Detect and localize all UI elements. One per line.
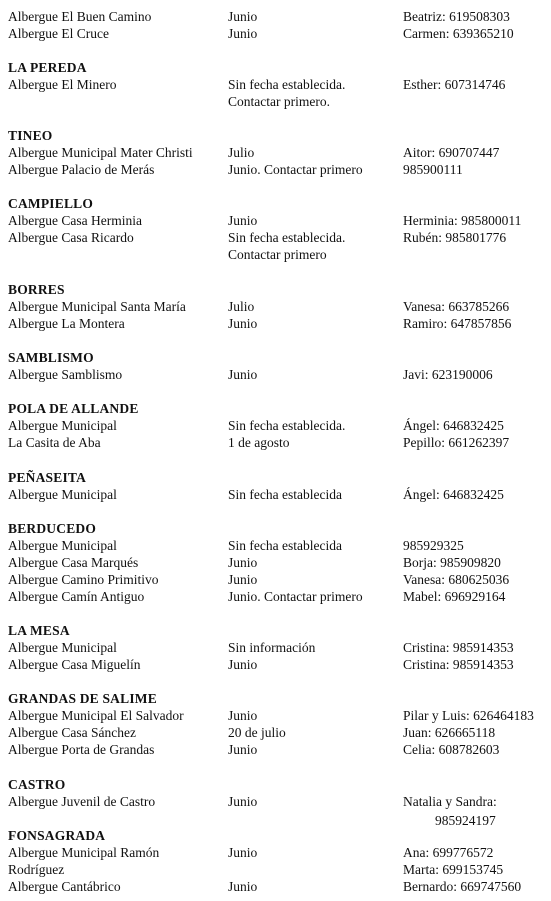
hostel-row: [0, 724, 551, 741]
section-heading-text: GRANDAS DE SALIME: [8, 691, 157, 706]
opening-date: Sin fecha establecida: [228, 538, 342, 553]
section-heading-text: CAMPIELLO: [8, 196, 94, 211]
hostel-row: [0, 246, 551, 263]
opening-date: Sin fecha establecida.: [228, 230, 346, 245]
contact-phone: Borja: 985909820: [403, 555, 501, 570]
section-heading: [0, 827, 551, 844]
opening-date: Junio. Contactar primero: [228, 589, 363, 604]
section-heading-text: BORRES: [8, 282, 65, 297]
contact-phone: Natalia y Sandra:: [403, 794, 497, 809]
section-heading: [0, 127, 551, 144]
contact-phone: Herminia: 985800011: [403, 213, 522, 228]
hostel-row: [0, 315, 551, 332]
section-heading-text: POLA DE ALLANDE: [8, 401, 139, 416]
hostel-row: [0, 554, 551, 571]
hostel-row: [0, 656, 551, 673]
contact-phone: Aitor: 690707447: [403, 145, 500, 160]
contact-phone: Mabel: 696929164: [403, 589, 506, 604]
section-heading-text: PEÑASEITA: [8, 470, 87, 485]
hostel-name: Albergue Casa Miguelín: [8, 657, 141, 672]
opening-date: Junio: [228, 555, 258, 570]
section-heading-text: SAMBLISMO: [8, 350, 94, 365]
opening-date: 1 de agosto: [228, 435, 290, 450]
opening-date: Junio: [228, 657, 258, 672]
section-heading: [0, 59, 551, 76]
hostel-name: Rodríguez: [8, 862, 65, 877]
opening-date: Julio: [228, 299, 255, 314]
contact-phone: Rubén: 985801776: [403, 230, 507, 245]
contact-phone: Pilar y Luis: 626464183: [403, 708, 534, 723]
hostel-row: [0, 25, 551, 42]
hostel-row: [0, 707, 551, 724]
opening-date: 20 de julio: [228, 725, 286, 740]
contact-phone: 985924197: [435, 813, 496, 828]
contact-phone: Ángel: 646832425: [403, 487, 504, 502]
contact-phone: Ramiro: 647857856: [403, 316, 512, 331]
section-heading: [0, 281, 551, 298]
opening-date: Junio: [228, 879, 258, 894]
opening-date: Junio. Contactar primero: [228, 162, 363, 177]
hostel-name: Albergue Samblismo: [8, 367, 123, 382]
contact-phone: Bernardo: 669747560: [403, 879, 522, 894]
opening-date: Sin fecha establecida.: [228, 418, 346, 433]
opening-date: Sin fecha establecida: [228, 487, 342, 502]
hostel-name: Albergue Casa Marqués: [8, 555, 139, 570]
opening-date: Contactar primero: [228, 247, 327, 262]
contact-phone: Cristina: 985914353: [403, 640, 514, 655]
section-heading: [0, 690, 551, 707]
section-heading-text: LA MESA: [8, 623, 70, 638]
hostel-name: Albergue Cantábrico: [8, 879, 121, 894]
section-heading: [0, 349, 551, 366]
hostel-name: Albergue Municipal: [8, 640, 117, 655]
hostel-row: [0, 793, 551, 810]
opening-date: Contactar primero.: [228, 94, 330, 109]
opening-date: Junio: [228, 213, 258, 228]
opening-date: Junio: [228, 742, 258, 757]
hostel-name: Albergue El Cruce: [8, 26, 109, 41]
hostel-row: [0, 76, 551, 93]
contact-phone: 985929325: [403, 538, 464, 553]
section-heading: [0, 776, 551, 793]
hostel-row: [0, 161, 551, 178]
hostel-name: Albergue Casa Sánchez: [8, 725, 136, 740]
hostel-name: La Casita de Aba: [8, 435, 101, 450]
contact-phone: Ángel: 646832425: [403, 418, 504, 433]
opening-date: Junio: [228, 572, 258, 587]
opening-date: Junio: [228, 845, 258, 860]
opening-date: Julio: [228, 145, 255, 160]
hostel-row: [0, 588, 551, 605]
hostel-row: [0, 93, 551, 110]
hostel-name: Albergue Casa Ricardo: [8, 230, 134, 245]
section-heading-text: LA PEREDA: [8, 60, 87, 75]
hostel-name: Albergue Municipal El Salvador: [8, 708, 184, 723]
opening-date: Junio: [228, 316, 258, 331]
hostel-name: Albergue El Minero: [8, 77, 117, 92]
contact-phone: Beatriz: 619508303: [403, 9, 510, 24]
contact-phone: Carmen: 639365210: [403, 26, 514, 41]
hostel-name: Albergue Palacio de Merás: [8, 162, 155, 177]
hostel-name: Albergue La Montera: [8, 316, 125, 331]
hostel-row: [0, 861, 551, 878]
contact-phone: Celia: 608782603: [403, 742, 500, 757]
hostel-name: Albergue Municipal: [8, 418, 117, 433]
hostel-row: [0, 298, 551, 315]
hostel-row: [0, 571, 551, 588]
section-heading-text: FONSAGRADA: [8, 828, 106, 843]
hostel-name: Albergue Municipal: [8, 487, 117, 502]
section-heading: [0, 400, 551, 417]
hostel-name: Albergue Municipal: [8, 538, 117, 553]
opening-date: Sin fecha establecida.: [228, 77, 346, 92]
section-heading: [0, 195, 551, 212]
opening-date: Junio: [228, 9, 258, 24]
hostel-name: Albergue Municipal Santa María: [8, 299, 186, 314]
hostel-name: Albergue Camino Primitivo: [8, 572, 159, 587]
hostel-row: [0, 417, 551, 434]
contact-phone: Pepillo: 661262397: [403, 435, 510, 450]
opening-date: Junio: [228, 367, 258, 382]
hostel-name: Albergue Porta de Grandas: [8, 742, 155, 757]
hostel-row: [0, 486, 551, 503]
contact-phone: Juan: 626665118: [403, 725, 496, 740]
hostel-row: [0, 229, 551, 246]
section-heading-text: CASTRO: [8, 777, 66, 792]
hostel-name: Albergue Municipal Mater Christi: [8, 145, 193, 160]
opening-date: Junio: [228, 708, 258, 723]
contact-phone: Ana: 699776572: [403, 845, 494, 860]
contact-phone: Vanesa: 680625036: [403, 572, 510, 587]
section-heading-text: BERDUCEDO: [8, 521, 97, 536]
hostel-row: [0, 878, 551, 895]
opening-date: Junio: [228, 794, 258, 809]
hostel-name: Albergue Casa Herminia: [8, 213, 142, 228]
hostel-row: [0, 741, 551, 758]
hostel-name: Albergue Camín Antiguo: [8, 589, 145, 604]
hostel-row: [0, 144, 551, 161]
contact-phone: Javi: 623190006: [403, 367, 493, 382]
section-heading-text: TINEO: [8, 128, 53, 143]
hostel-row: [0, 434, 551, 451]
hostel-name: Albergue Juvenil de Castro: [8, 794, 156, 809]
hostel-row: [0, 366, 551, 383]
hostel-row: [0, 537, 551, 554]
section-heading: [0, 622, 551, 639]
section-heading: [0, 469, 551, 486]
hostel-row: [0, 212, 551, 229]
opening-date: Junio: [228, 26, 258, 41]
hostel-name: Albergue El Buen Camino: [8, 9, 152, 24]
section-heading: [0, 520, 551, 537]
hostel-row: [0, 8, 551, 25]
hostel-row: [0, 844, 551, 861]
opening-date: Sin información: [228, 640, 316, 655]
contact-phone: 985900111: [403, 162, 463, 177]
contact-phone: Marta: 699153745: [403, 862, 504, 877]
contact-phone: Cristina: 985914353: [403, 657, 514, 672]
contact-phone: Esther: 607314746: [403, 77, 506, 92]
contact-phone: Vanesa: 663785266: [403, 299, 510, 314]
hostel-row: [0, 639, 551, 656]
hostel-name: Albergue Municipal Ramón: [8, 845, 160, 860]
